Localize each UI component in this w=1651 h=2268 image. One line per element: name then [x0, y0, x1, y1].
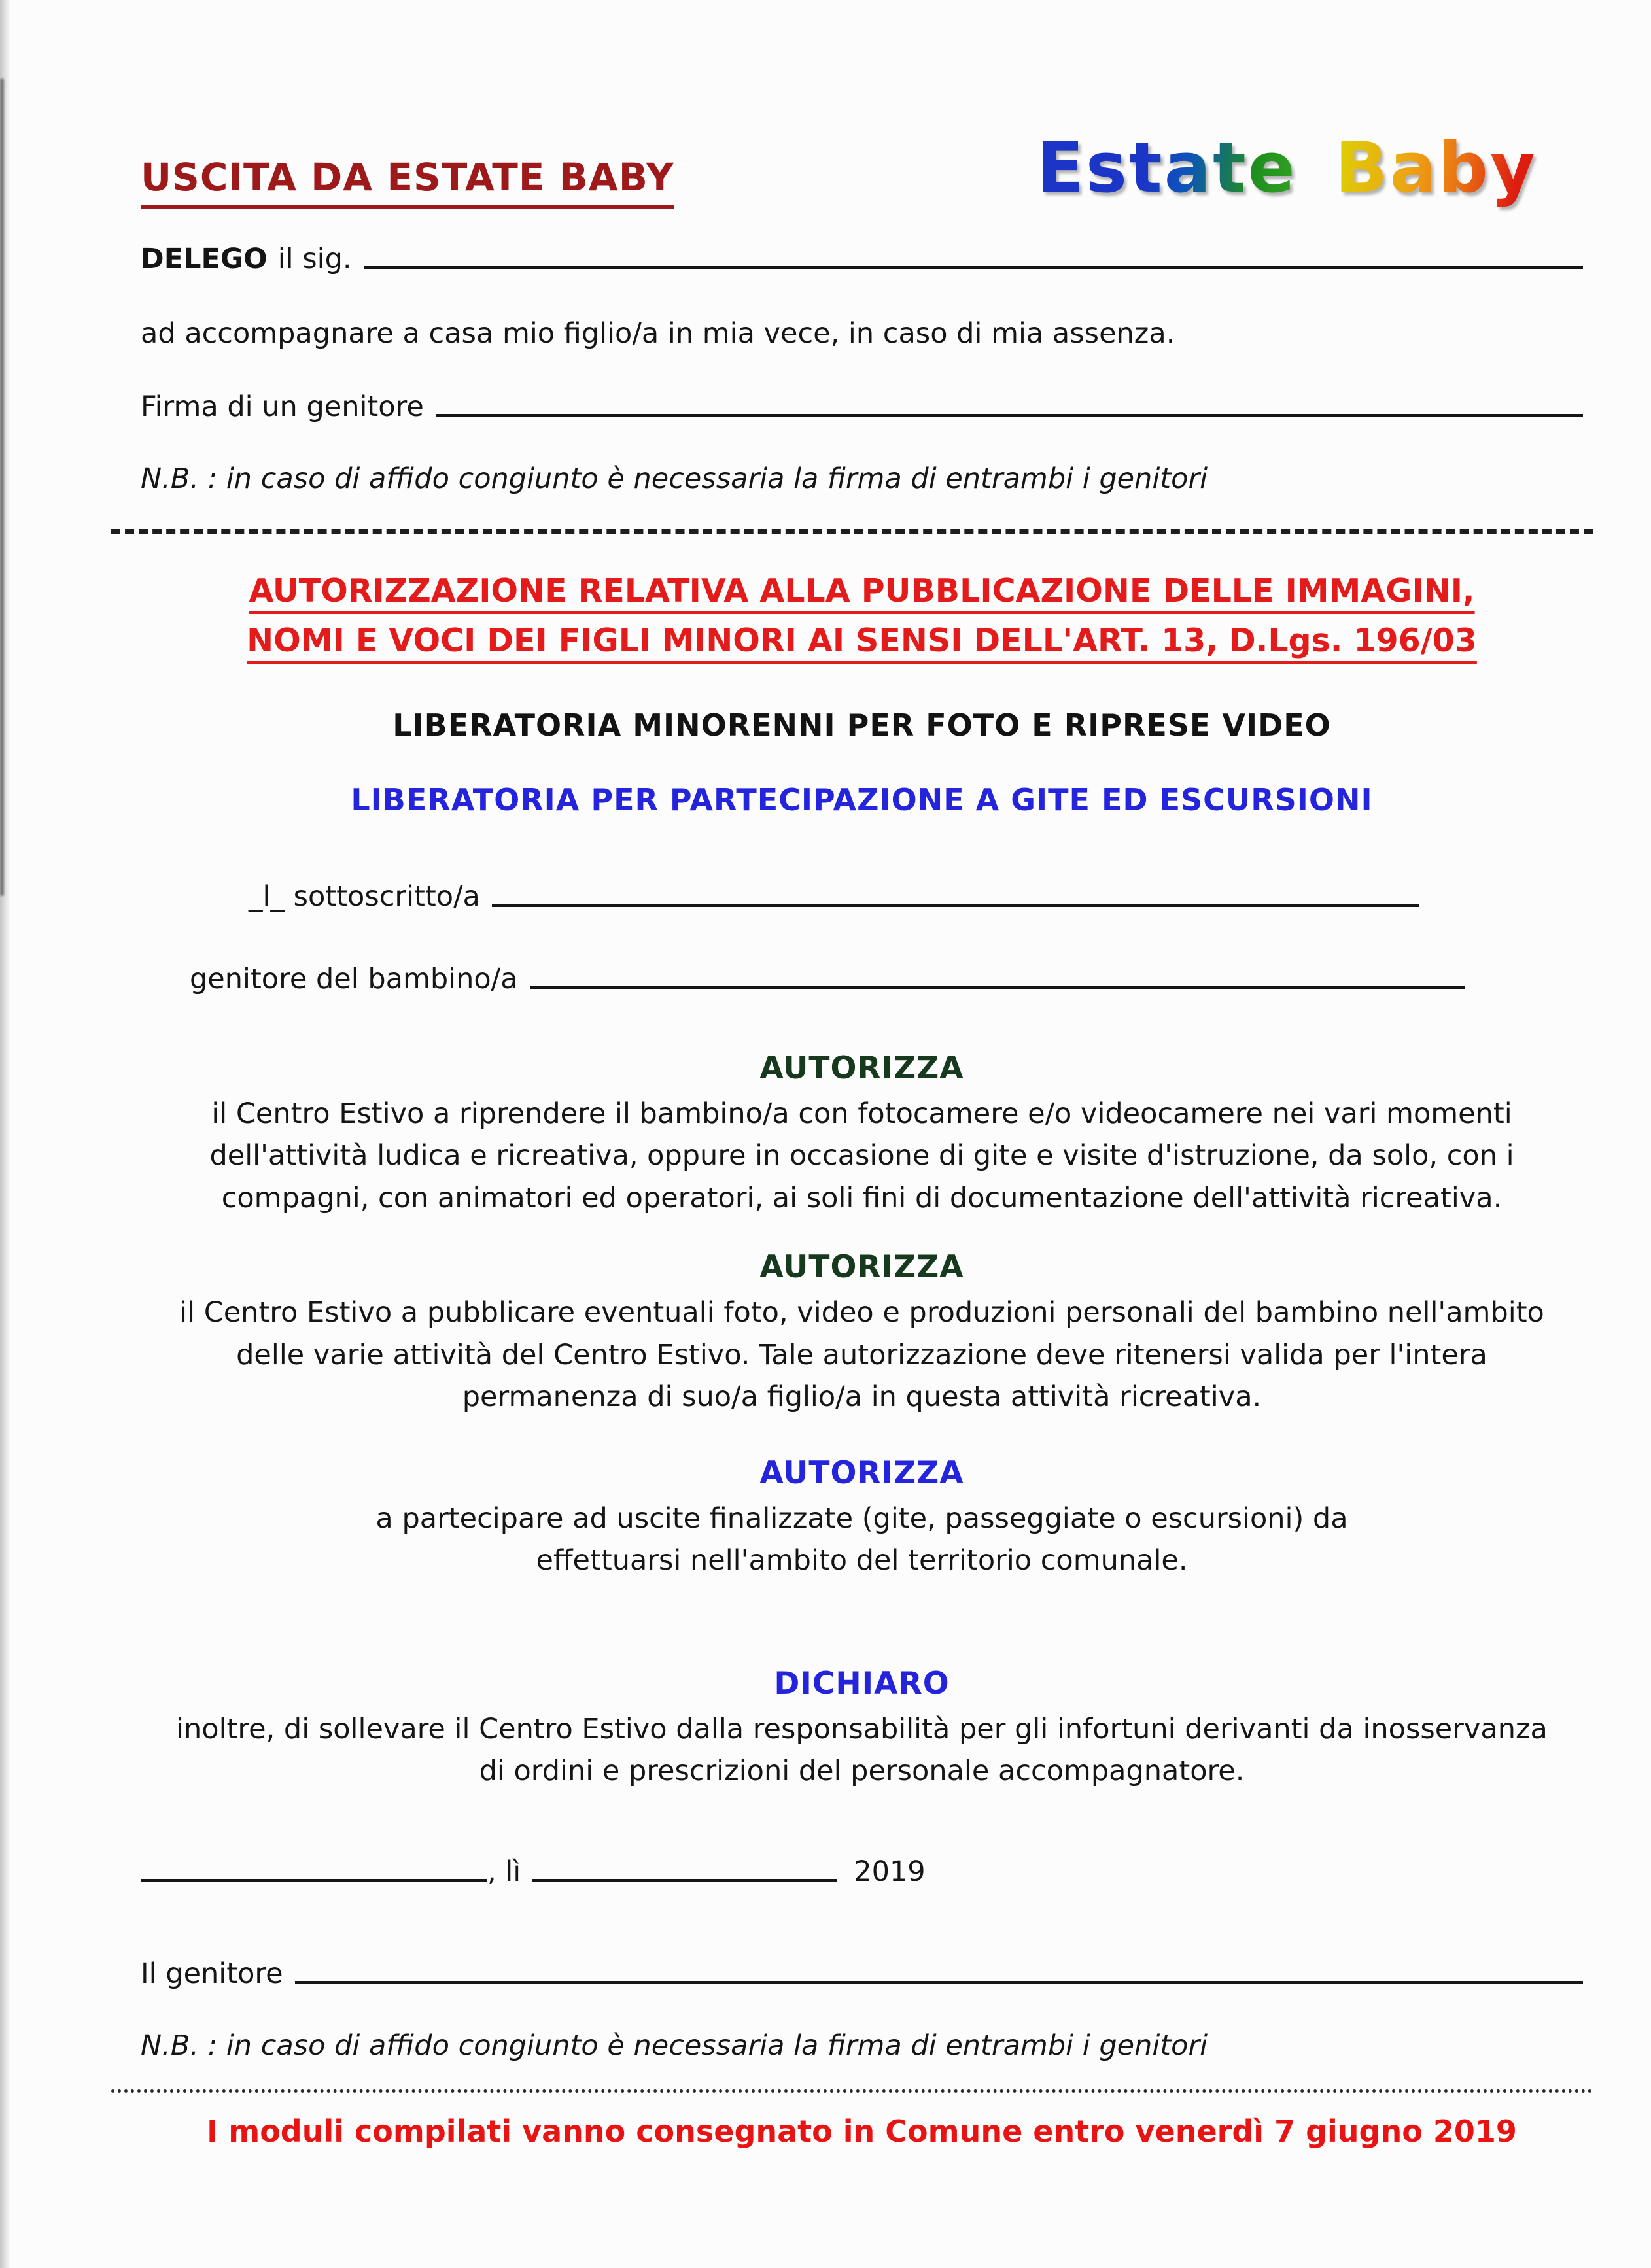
liberatoria-gite-heading: LIBERATORIA PER PARTECIPAZIONE A GITE ED ESCURSIONI — [351, 782, 1373, 817]
bambino-name-field[interactable] — [530, 980, 1465, 989]
estate-baby-logo — [1036, 128, 1537, 208]
bambino-label: genitore del bambino/a — [190, 962, 518, 995]
dichiaro-heading: DICHIARO — [774, 1665, 950, 1702]
autorizza-body-1: il Centro Estivo a riprendere il bambino/a con fotocamere e/o videocamere nei vari momenti dell'attività ludica e ricreativa, oppure in occasione di gite e visite d'istruzione, da solo, con i compagni, con animatori ed operatori, ai soli fini di documentazione dell'attività ricreativa. — [209, 1097, 1514, 1214]
dotted-divider — [111, 2089, 1593, 2093]
sottoscritto-row — [249, 880, 1419, 913]
page-title: USCITA DA ESTATE BABY — [141, 155, 674, 209]
genitore-signature-field[interactable] — [295, 1974, 1583, 1984]
sottoscritto-label: _l_ sottoscritto/a — [249, 880, 480, 913]
nb-note-1: N.B. : in caso di affido congiunto è necessaria la firma di entrambi i genitori — [141, 462, 1208, 495]
firma-row — [141, 390, 1583, 423]
dichiaro-body: inoltre, di sollevare il Centro Estivo dalla responsabilità per gli infortuni derivanti da inosservanza di ordini e prescrizioni del personale accompagnatore. — [176, 1712, 1548, 1788]
dashed-divider — [111, 529, 1593, 534]
logo-word-baby: Baby — [1334, 128, 1537, 208]
autorizza-heading-1: AUTORIZZA — [759, 1050, 964, 1086]
autorizza-heading-2: AUTORIZZA — [759, 1249, 964, 1286]
liberatoria-foto-heading: LIBERATORIA MINORENNI PER FOTO E RIPRESE VIDEO — [392, 707, 1331, 743]
header — [141, 128, 1583, 209]
autorizza-body-3: a partecipare ad uscite finalizzate (gite, passeggiate o escursioni) da effettuarsi nell'ambito del territorio comunale. — [375, 1502, 1348, 1577]
firma-genitore-field[interactable] — [436, 407, 1583, 417]
genitore-signature-row — [141, 1957, 1583, 1990]
autorizza-body-2: il Centro Estivo a pubblicare eventuali foto, video e produzioni personali del bambino nell'ambito delle varie attività del Centro Estivo. Tale autorizzazione deve ritenersi valida per l'intera permanenza di suo/a figlio/a in questa attività ricreativa. — [179, 1296, 1544, 1414]
footer-notice: I moduli compilati vanno consegnato in Comune entro venerdì 7 giugno 2019 — [207, 2113, 1517, 2149]
nb-note-2: N.B. : in caso di affido congiunto è necessaria la firma di entrambi i genitori — [141, 2029, 1208, 2062]
delego-row — [141, 243, 1583, 275]
delego-label: DELEGO — [141, 243, 268, 275]
authorization-header-line2: NOMI E VOCI DEI FIGLI MINORI AI SENSI DELL'ART. 13, D.Lgs. 196/03 — [247, 621, 1477, 659]
firma-label: Firma di un genitore — [141, 390, 424, 423]
authorization-header-line1: AUTORIZZAZIONE RELATIVA ALLA PUBBLICAZIONE DELLE IMMAGINI, — [249, 572, 1475, 610]
date-row — [141, 1855, 1583, 1888]
genitore-signature-label: Il genitore — [141, 1957, 283, 1990]
delego-name-field[interactable] — [364, 260, 1583, 269]
delego-rest-label: il sig. — [277, 243, 352, 275]
place-field[interactable] — [141, 1872, 487, 1882]
autorizza-heading-3: AUTORIZZA — [759, 1454, 964, 1491]
sottoscritto-name-field[interactable] — [492, 897, 1419, 907]
li-label: , lì — [487, 1855, 521, 1888]
year-label: 2019 — [854, 1855, 926, 1888]
date-field[interactable] — [532, 1872, 837, 1882]
bambino-row — [190, 963, 1465, 995]
delego-description: ad accompagnare a casa mio figlio/a in mia vece, in caso di mia assenza. — [141, 317, 1175, 350]
logo-word-estate: Estate — [1036, 128, 1297, 208]
authorization-header — [141, 566, 1583, 666]
